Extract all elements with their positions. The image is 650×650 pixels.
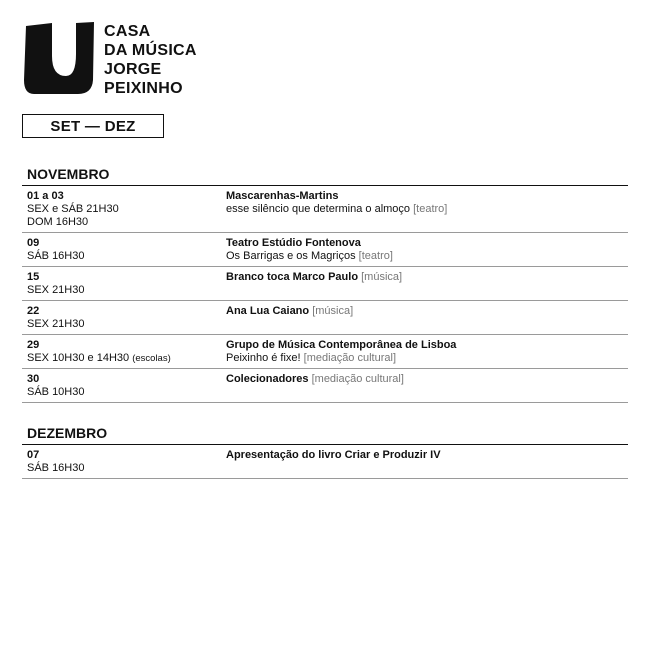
event-row — [22, 335, 628, 369]
event-category: [mediação cultural] — [311, 373, 404, 385]
event-time: SÁB 16H30 — [27, 462, 85, 474]
event-date: 01 a 03 — [27, 190, 64, 202]
event-info-cell — [226, 237, 628, 263]
event-row — [22, 445, 628, 479]
event-time: SEX e SÁB 21H30 — [27, 203, 119, 215]
event-date: 07 — [27, 449, 40, 461]
event-info-cell — [226, 373, 628, 399]
event-time: SEX 10H30 e 14H30 — [27, 352, 130, 364]
event-info-cell — [226, 449, 628, 475]
org-name-line-2: DA MÚSICA — [104, 42, 197, 59]
event-subtitle-line — [226, 352, 628, 365]
event-title: Apresentação do livro Criar e Produzir IV — [226, 449, 441, 461]
event-category: [teatro] — [413, 203, 448, 215]
event-date: 15 — [27, 271, 40, 283]
section-december — [22, 425, 628, 479]
event-title: Colecionadores — [226, 373, 309, 385]
event-subtitle: esse silêncio que determina o almoço — [226, 203, 411, 215]
event-row — [22, 301, 628, 335]
event-time-line — [27, 352, 226, 365]
event-row — [22, 233, 628, 267]
org-name-line-1: CASA — [104, 23, 151, 40]
event-time: DOM 16H30 — [27, 216, 89, 228]
event-date: 30 — [27, 373, 40, 385]
event-date-cell — [27, 449, 226, 475]
event-title: Grupo de Música Contemporânea de Lisboa — [226, 339, 457, 351]
event-date-cell — [27, 373, 226, 399]
event-category: [música] — [312, 305, 354, 317]
event-subtitle: Peixinho é fixe! — [226, 352, 301, 364]
event-title-line — [226, 305, 628, 318]
section-title: DEZEMBRO — [22, 425, 628, 445]
season-period-label: SET — DEZ — [22, 114, 164, 138]
event-row — [22, 267, 628, 301]
event-info-cell — [226, 271, 628, 297]
org-name-line-4: PEIXINHO — [104, 80, 183, 97]
event-category: [mediação cultural] — [303, 352, 396, 364]
organization-name — [104, 22, 197, 98]
event-subtitle-line — [226, 250, 628, 263]
event-time-note: (escolas) — [132, 353, 171, 364]
event-info-cell — [226, 305, 628, 331]
event-info-cell — [226, 190, 628, 229]
event-date: 09 — [27, 237, 40, 249]
event-title: Teatro Estúdio Fontenova — [226, 237, 361, 249]
event-title-line — [226, 271, 628, 284]
event-category: [música] — [361, 271, 403, 283]
event-row — [22, 186, 628, 233]
event-info-cell — [226, 339, 628, 365]
event-date: 29 — [27, 339, 40, 351]
event-time: SÁB 16H30 — [27, 250, 85, 262]
event-date-cell — [27, 339, 226, 365]
section-november — [22, 166, 628, 403]
event-subtitle-line — [226, 203, 628, 216]
event-row — [22, 369, 628, 403]
event-time: SEX 21H30 — [27, 284, 85, 296]
event-date-cell — [27, 237, 226, 263]
event-title: Mascarenhas-Martins — [226, 190, 339, 202]
event-time: SEX 21H30 — [27, 318, 85, 330]
event-date-cell — [27, 190, 226, 229]
org-name-line-3: JORGE — [104, 61, 162, 78]
event-date: 22 — [27, 305, 40, 317]
event-title-line — [226, 373, 628, 386]
casa-da-musica-logo-icon — [22, 20, 96, 96]
event-date-cell — [27, 305, 226, 331]
event-title: Ana Lua Caiano — [226, 305, 310, 317]
section-title: NOVEMBRO — [22, 166, 628, 186]
event-time: SÁB 10H30 — [27, 386, 85, 398]
event-category: [teatro] — [358, 250, 393, 262]
event-subtitle: Os Barrigas e os Magriços — [226, 250, 356, 262]
event-date-cell — [27, 271, 226, 297]
event-title: Branco toca Marco Paulo — [226, 271, 359, 283]
